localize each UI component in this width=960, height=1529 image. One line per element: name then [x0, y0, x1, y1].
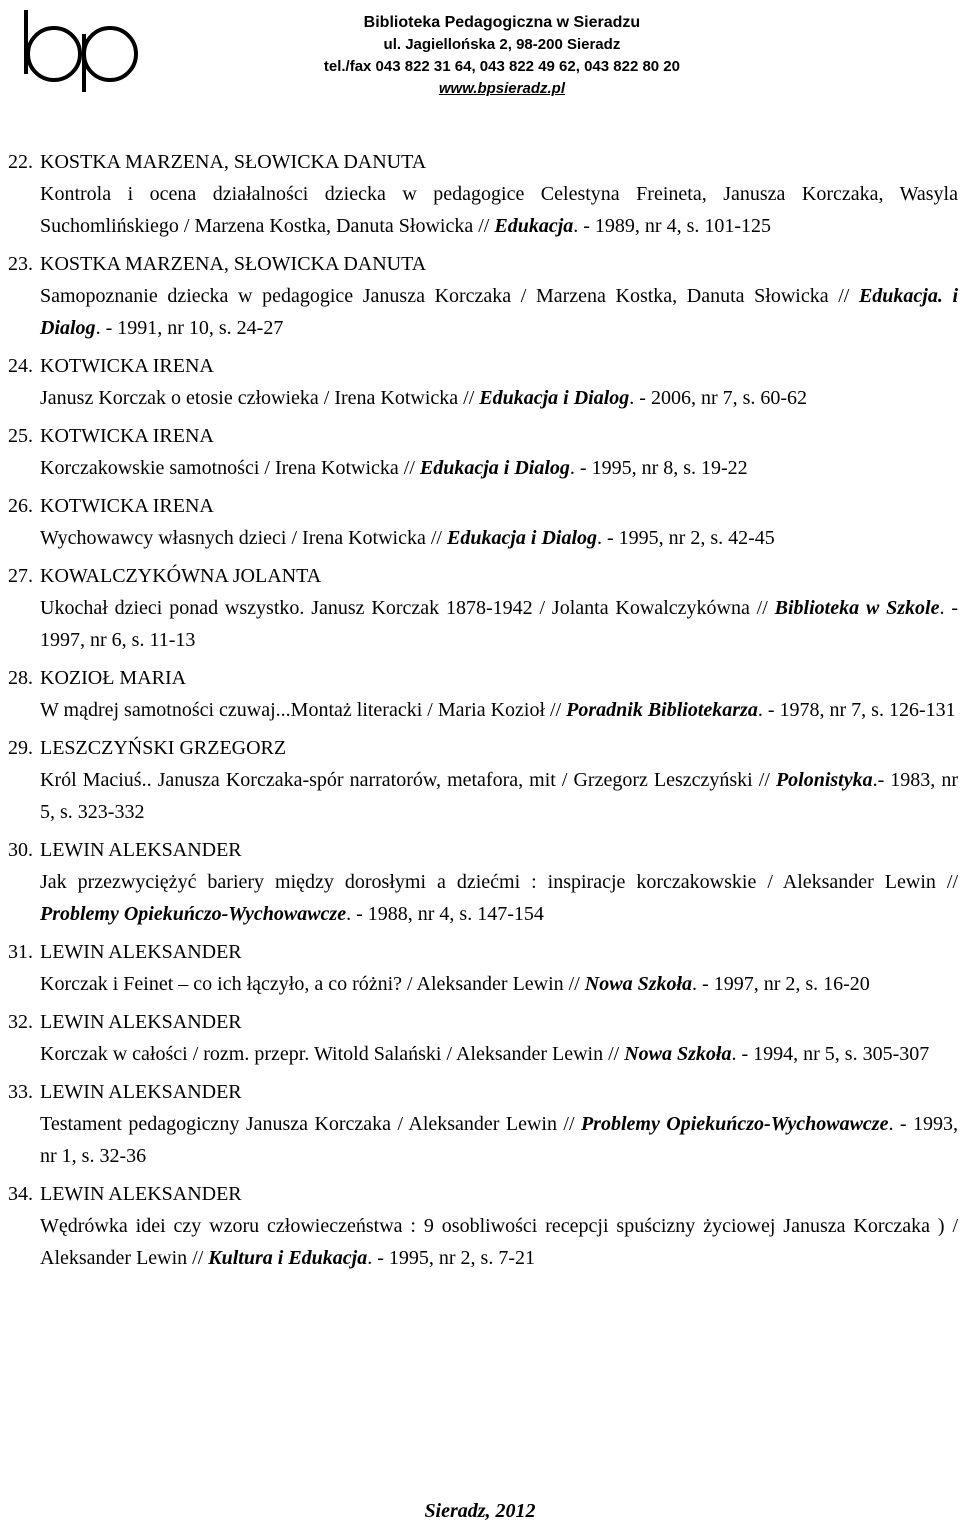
bibliography-entry [8, 936, 958, 1000]
entry-number: 28. [8, 667, 33, 689]
entry-number: 31. [8, 941, 33, 963]
entry-journal: Biblioteka w Szkole [774, 597, 940, 619]
entry-heading [8, 248, 958, 280]
library-header [324, 12, 680, 100]
entry-author: LEWIN ALEKSANDER [40, 1011, 242, 1033]
entry-description [40, 522, 958, 554]
entry-title: Korczak i Feinet – co ich łączyło, a co różni? / Aleksander Lewin // [40, 973, 585, 995]
entry-author: KOTWICKA IRENA [40, 355, 214, 377]
entry-journal: Kultura i Edukacja [208, 1247, 368, 1269]
entry-heading [8, 834, 958, 866]
entry-description [40, 866, 958, 930]
entry-title: Wędrówka idei czy wzoru człowieczeństwa : 9 osobliwości recepcji spuścizny życiowej Janusza Korczaka ) / Aleksander Lewin // [40, 1215, 958, 1269]
entry-issue: . - 1995, nr 2, s. 42-45 [597, 527, 775, 549]
entry-journal: Poradnik Bibliotekarza [566, 699, 758, 721]
entry-number: 30. [8, 839, 33, 861]
entry-heading [8, 350, 958, 382]
entry-heading [8, 662, 958, 694]
entry-journal: Polonistyka [775, 769, 873, 791]
bibliography-entry [8, 834, 958, 930]
entry-author: KOSTKA MARZENA, SŁOWICKA DANUTA [40, 253, 427, 275]
entry-author: LEWIN ALEKSANDER [40, 839, 242, 861]
bibliography-entry [8, 732, 958, 828]
entry-number: 34. [8, 1183, 33, 1205]
entry-author: KOTWICKA IRENA [40, 425, 214, 447]
library-website-link[interactable]: www.bpsieradz.pl [438, 80, 565, 97]
entry-title: Korczakowskie samotności / Irena Kotwicka // [40, 457, 420, 479]
entry-issue: . - 1991, nr 10, s. 24-27 [95, 317, 284, 339]
entry-issue: .- 1983, nr 5, s. 323-332 [40, 769, 959, 823]
entry-title: Korczak w całości / rozm. przepr. Witold Salański / Aleksander Lewin // [40, 1043, 625, 1065]
entry-heading [8, 420, 958, 452]
entry-heading [8, 732, 958, 764]
entry-description [40, 382, 958, 414]
entry-issue: . - 1978, nr 7, s. 126-131 [757, 699, 956, 721]
entry-title: Samopoznanie dziecka w pedagogice Janusza Korczaka / Marzena Kostka, Danuta Słowicka // [40, 285, 859, 307]
entry-journal: Problemy Opiekuńczo-Wychowawcze [580, 1113, 889, 1135]
entry-description [40, 178, 958, 242]
entry-heading [8, 1076, 958, 1108]
entry-author: KOWALCZYKÓWNA JOLANTA [40, 565, 322, 587]
entry-author: LEWIN ALEKSANDER [40, 1183, 242, 1205]
bibliography-entry [8, 560, 958, 656]
library-logo [18, 4, 146, 94]
bibliography-entry [8, 146, 958, 242]
entry-heading [8, 146, 958, 178]
entry-title: Król Maciuś.. Janusza Korczaka-spór narratorów, metafora, mit / Grzegorz Leszczyński // [40, 769, 776, 791]
entry-title: W mądrej samotności czuwaj...Montaż literacki / Maria Kozioł // [40, 699, 567, 721]
bibliography-entry [8, 350, 958, 414]
entry-issue: . - 1995, nr 8, s. 19-22 [569, 457, 748, 479]
entry-title: Jak przezwyciężyć bariery między dorosłymi a dziećmi : inspiracje korczakowskie / Aleksander Lewin // [40, 871, 958, 893]
entry-heading [8, 560, 958, 592]
entry-issue: . - 1995, nr 2, s. 7-21 [367, 1247, 535, 1269]
entry-heading [8, 1006, 958, 1038]
entry-issue: . - 2006, nr 7, s. 60-62 [629, 387, 808, 409]
entry-title: Kontrola i ocena działalności dziecka w pedagogice Celestyna Freineta, Janusza Korczaka, Wasyla Suchomlińskiego / Marzena Kostka, Danuta Słowicka // [40, 183, 958, 237]
entry-journal: Nowa Szkoła [624, 1043, 732, 1065]
entry-author: LEWIN ALEKSANDER [40, 1081, 242, 1103]
entry-number: 33. [8, 1081, 33, 1103]
entry-description [40, 694, 958, 726]
entry-journal: Edukacja i Dialog [419, 457, 570, 479]
entry-journal: Edukacja i Dialog [446, 527, 597, 549]
entry-description [40, 968, 958, 1000]
entry-author: KOTWICKA IRENA [40, 495, 214, 517]
bibliography-list [8, 146, 958, 1280]
library-phone: tel./fax 043 822 31 64, 043 822 49 62, 043 822 80 20 [323, 58, 680, 75]
entry-issue: . - 1989, nr 4, s. 101-125 [573, 215, 772, 237]
bibliography-entry [8, 248, 958, 344]
entry-author: KOSTKA MARZENA, SŁOWICKA DANUTA [40, 151, 427, 173]
bibliography-entry [8, 662, 958, 726]
entry-number: 23. [8, 253, 33, 275]
entry-title: Wychowawcy własnych dzieci / Irena Kotwicka // [40, 527, 447, 549]
bibliography-entry [8, 420, 958, 484]
entry-description [40, 1038, 958, 1070]
library-name: Biblioteka Pedagogiczna w Sieradzu [363, 14, 641, 31]
bibliography-entry [8, 1076, 958, 1172]
entry-journal: Edukacja [494, 215, 574, 237]
entry-journal: Edukacja i Dialog [479, 387, 630, 409]
entry-journal: Nowa Szkoła [584, 973, 693, 995]
bibliography-entry [8, 1006, 958, 1070]
entry-title: Testament pedagogiczny Janusza Korczaka / Aleksander Lewin // [40, 1113, 581, 1135]
bibliography-entry [8, 490, 958, 554]
entry-journal: Edukacja. i Dialog [40, 285, 959, 339]
entry-issue: . - 1994, nr 5, s. 305-307 [731, 1043, 930, 1065]
entry-description [40, 1108, 958, 1172]
entry-author: LESZCZYŃSKI GRZEGORZ [40, 737, 287, 759]
footer-place-date: Sieradz, 2012 [424, 1500, 536, 1522]
entry-description [40, 452, 958, 484]
entry-heading [8, 936, 958, 968]
bibliography-entry [8, 1178, 958, 1274]
entry-author: KOZIOŁ MARIA [40, 667, 187, 689]
library-address: ul. Jagiellońska 2, 98-200 Sieradz [383, 36, 621, 53]
entry-issue: . - 1993, nr 1, s. 32-36 [40, 1113, 958, 1167]
entry-description [40, 592, 958, 656]
entry-number: 32. [8, 1011, 33, 1033]
entry-journal: Problemy Opiekuńczo-Wychowawcze [40, 903, 347, 925]
entry-number: 24. [8, 355, 33, 377]
entry-author: LEWIN ALEKSANDER [40, 941, 242, 963]
entry-title: Janusz Korczak o etosie człowieka / Irena Kotwicka // [40, 387, 480, 409]
entry-number: 22. [8, 151, 33, 173]
entry-heading [8, 1178, 958, 1210]
entry-number: 26. [8, 495, 33, 517]
entry-issue: . - 1988, nr 4, s. 147-154 [346, 903, 544, 925]
entry-description [40, 280, 958, 344]
entry-issue: . - 1997, nr 6, s. 11-13 [40, 597, 958, 651]
entry-issue: . - 1997, nr 2, s. 16-20 [692, 973, 870, 995]
entry-number: 29. [8, 737, 33, 759]
entry-number: 25. [8, 425, 33, 447]
entry-description [40, 764, 958, 828]
entry-title: Ukochał dzieci ponad wszystko. Janusz Korczak 1878-1942 / Jolanta Kowalczykówna // [40, 597, 775, 619]
entry-description [40, 1210, 958, 1274]
entry-number: 27. [8, 565, 33, 587]
entry-heading [8, 490, 958, 522]
